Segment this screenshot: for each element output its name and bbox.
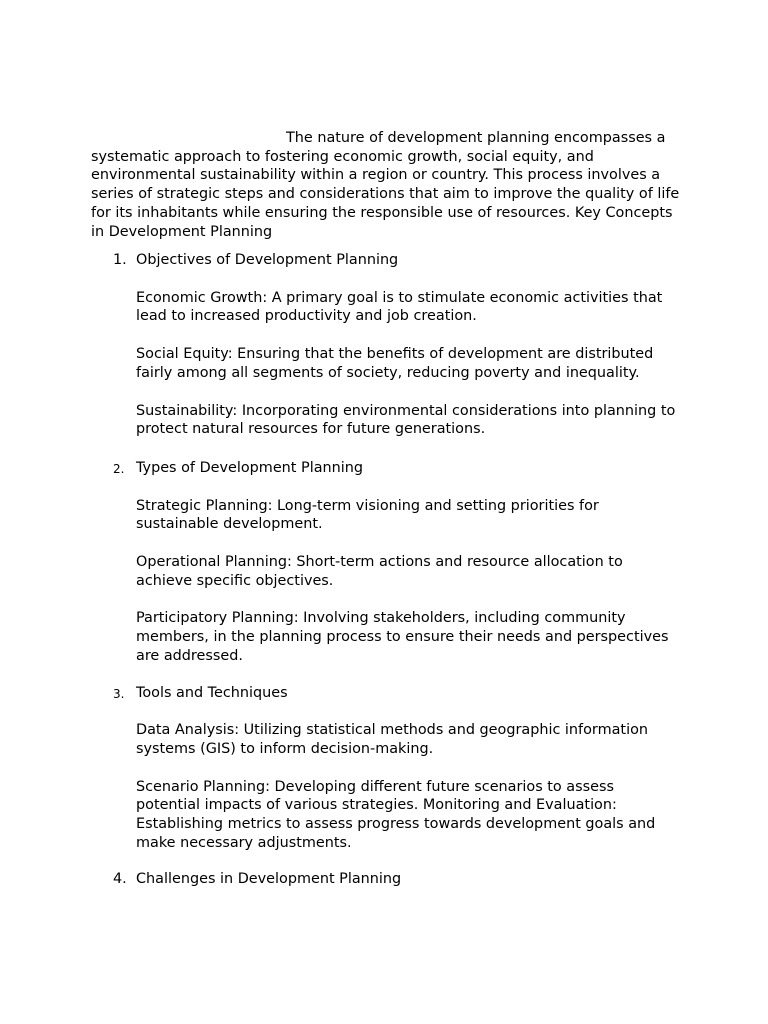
section-item: Data Analysis: Utilizing statistical methods and geographic information systems (GIS) to inform decision-making. <box>136 722 648 757</box>
section-title: Objectives of Development Planning <box>136 252 399 268</box>
intro-paragraph: The nature of development planning encompasses a systematic approach to fostering economic growth, social equity, and environmental sustainability within a region or country. This process involves a series of strategic steps and considerations that aim to improve the quality of life for its inhabitants while ensuring the responsible use of resources. Key Concepts in Development Planning <box>91 130 680 240</box>
section-title: Tools and Techniques <box>136 684 288 701</box>
section-number: 2. <box>113 461 125 476</box>
section-title: Types of Development Planning <box>136 459 364 476</box>
section-item: Strategic Planning: Long-term visioning and setting priorities for sustainable development. <box>136 497 599 533</box>
section-item: Scenario Planning: Developing different future scenarios to assess potential impacts of various strategies. Monitoring and Evaluation: Establishing metrics to assess progress towards development goals and make necessary adjustments. <box>136 778 656 851</box>
section-number: 1. <box>113 252 127 268</box>
section-challenges <box>0 870 681 889</box>
section-title: Challenges in Development Planning <box>136 871 402 888</box>
section-number: 4. <box>113 871 127 888</box>
section-item: Social Equity: Ensuring that the benefits of development are distributed fairly among all segments of society, reducing poverty and inequality. <box>136 346 654 381</box>
section-tools <box>0 684 681 853</box>
section-item: Sustainability: Incorporating environmental considerations into planning to protect natural resources for future generations. <box>136 402 676 438</box>
section-item: Participatory Planning: Involving stakeholders, including community members, in the planning process to ensure their needs and perspectives are addressed. <box>136 610 669 664</box>
section-item: Operational Planning: Short-term actions and resource allocation to achieve specific objectives. <box>136 554 623 589</box>
section-list <box>0 251 768 889</box>
section-objectives <box>0 251 681 439</box>
section-types <box>0 459 681 666</box>
section-item: Economic Growth: A primary goal is to stimulate economic activities that lead to increased productivity and job creation. <box>136 289 663 325</box>
section-number: 3. <box>113 686 125 701</box>
